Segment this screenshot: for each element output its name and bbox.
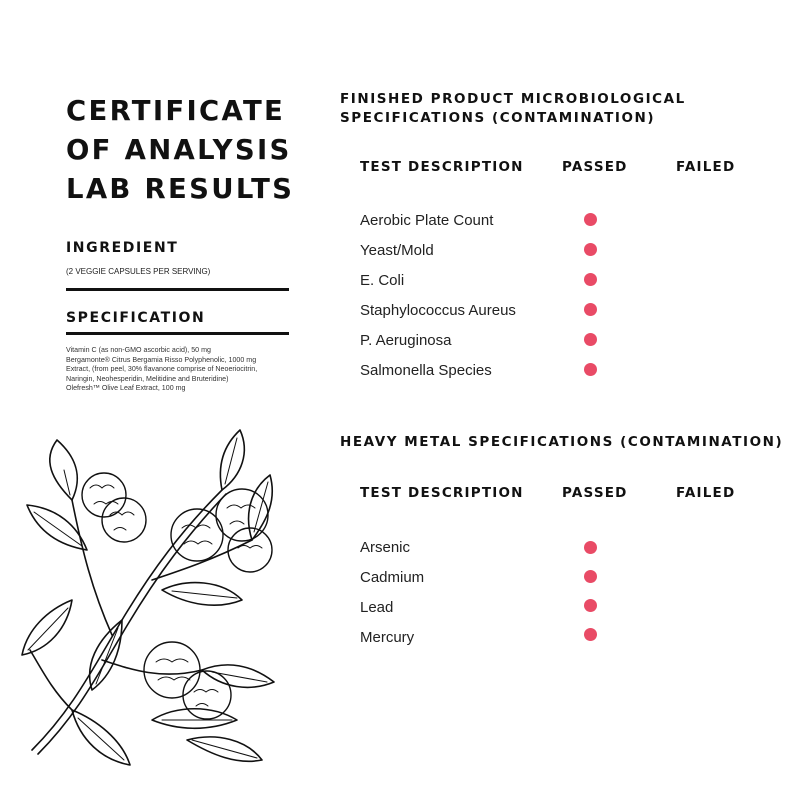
column-failed: FAILED xyxy=(676,159,736,175)
specification-text xyxy=(66,346,291,394)
table-row-label: Salmonella Species xyxy=(360,362,492,379)
pass-dot-icon xyxy=(584,363,597,376)
pass-dot-icon xyxy=(584,273,597,286)
title-line-3: LAB RESULTS xyxy=(66,173,295,205)
table-row-label: Lead xyxy=(360,599,394,616)
table-row-label: Staphylococcus Aureus xyxy=(360,302,516,319)
pass-dot-icon xyxy=(584,213,597,226)
divider xyxy=(66,332,289,335)
column-test-description: TEST DESCRIPTION xyxy=(360,485,524,501)
pass-dot-icon xyxy=(584,243,597,256)
spec-line: Bergamonte® Citrus Bergamia Risso Polyphenolic, 1000 mg xyxy=(66,355,257,364)
title-line-1: CERTIFICATE xyxy=(66,95,286,127)
microbiological-heading xyxy=(340,90,686,128)
specification-heading: SPECIFICATION xyxy=(66,310,206,326)
heading-line-1: FINISHED PRODUCT MICROBIOLOGICAL xyxy=(340,91,686,107)
pass-dot-icon xyxy=(584,628,597,641)
divider xyxy=(66,288,289,291)
table-row-label: P. Aeruginosa xyxy=(360,332,452,349)
heading-line-2: SPECIFICATIONS (CONTAMINATION) xyxy=(340,110,656,126)
table-row-label: Arsenic xyxy=(360,539,411,556)
table-row-label: E. Coli xyxy=(360,272,405,289)
column-failed: FAILED xyxy=(676,485,736,501)
bergamot-branch-illustration xyxy=(12,420,282,800)
pass-dot-icon xyxy=(584,303,597,316)
table-row-label: Aerobic Plate Count xyxy=(360,212,494,229)
spec-line: Vitamin C (as non-GMO ascorbic acid), 50 mg xyxy=(66,346,211,354)
pass-dot-icon xyxy=(584,333,597,346)
spec-line: Naringin, Neohesperidin, Melitidine and Bruteridine) xyxy=(66,374,229,383)
column-test-description: TEST DESCRIPTION xyxy=(360,159,524,175)
pass-dot-icon xyxy=(584,541,597,554)
column-passed: PASSED xyxy=(562,159,628,175)
serving-note: (2 VEGGIE CAPSULES PER SERVING) xyxy=(66,267,211,276)
spec-line: Olefresh™ Olive Leaf Extract, 100 mg xyxy=(66,384,186,393)
certificate-title xyxy=(66,92,326,209)
pass-dot-icon xyxy=(584,570,597,583)
heavy-metal-heading: HEAVY METAL SPECIFICATIONS (CONTAMINATION) xyxy=(340,434,784,450)
column-passed: PASSED xyxy=(562,485,628,501)
title-line-2: OF ANALYSIS xyxy=(66,134,292,166)
table-row-label: Yeast/Mold xyxy=(360,242,434,259)
table-row-label: Mercury xyxy=(360,629,415,646)
pass-dot-icon xyxy=(584,599,597,612)
table-row-label: Cadmium xyxy=(360,569,425,586)
ingredient-heading: INGREDIENT xyxy=(66,240,179,256)
spec-line: Extract, (from peel, 30% flavanone comprise of Neoeriocitrin, xyxy=(66,365,258,374)
